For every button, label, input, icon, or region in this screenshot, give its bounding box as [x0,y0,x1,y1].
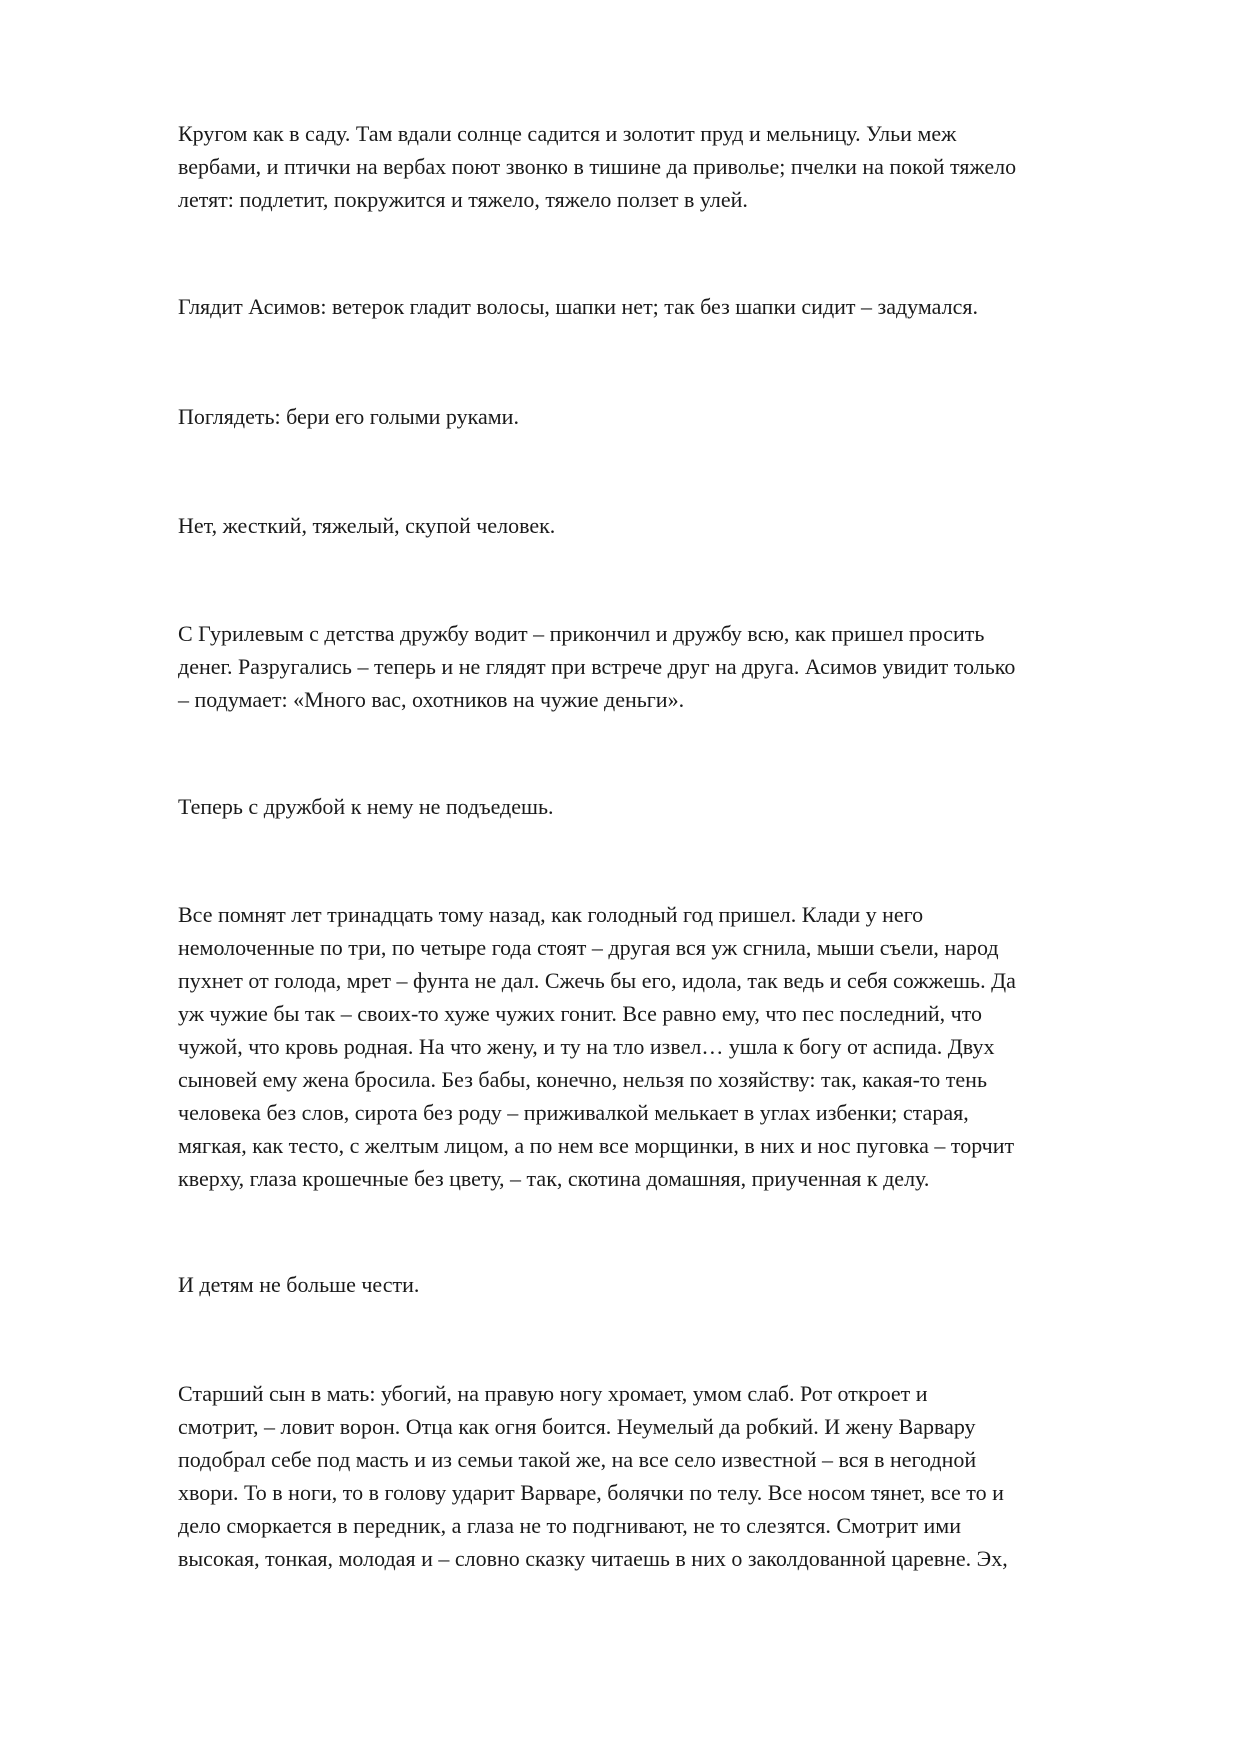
paragraph-3: Поглядеть: бери его голыми руками. [178,404,519,429]
paragraph-8: И детям не больше чести. [178,1272,420,1297]
paragraph-4: Нет, жесткий, тяжелый, скупой человек. [178,513,556,538]
paragraph-9: Старший сын в мать: убогий, на правую ногу хромает, умом слаб. Рот откроет и смотрит, – ловит ворон. Отца как огня боится. Неумелый да робкий. И жену Варвару подобрал себе под масть и из семьи такой же, на все село известной – вся в негодной хвори. То в ноги, то в голову ударит Варваре, болячки по телу. Все носом тянет, все то и дело сморкается в передник, а глаза не то подгнивают, не то слезятся. Смотрит ими высокая, тонкая, молодая и – словно сказку читаешь в них о заколдованной царевне. Эх, [178,1381,1008,1571]
paragraph-2: Глядит Асимов: ветерок гладит волосы, шапки нет; так без шапки сидит – задумался. [178,294,978,319]
paragraph-5: С Гурилевым с детства дружбу водит – прикончил и дружбу всю, как пришел просить денег. Разругались – теперь и не глядят при встрече друг на друга. Асимов увидит только – подумает: «Много вас, охотников на чужие деньги». [178,621,1016,712]
paragraph-1: Кругом как в саду. Там вдали солнце садится и золотит пруд и мельницу. Ульи меж вербами, и птички на вербах поют звонко в тишине да приволье; пчелки на покой тяжело летят: подлетит, покружится и тяжело, тяжело ползет в улей. [178,121,1017,212]
paragraph-7: Все помнят лет тринадцать тому назад, как голодный год пришел. Клади у него немолоченные по три, по четыре года стоят – другая вся уж сгнила, мыши съели, народ пухнет от голода, мрет – фунта не дал. Сжечь бы его, идола, так ведь и себя сожжешь. Да уж чужие бы так – своих-то хуже чужих гонит. Все равно ему, что пес последний, что чужой, что кровь родная. На что жену, и ту на тло извел… ушла к богу от аспида. Двух сыновей ему жена бросила. Без бабы, конечно, нельзя по хозяйству: так, какая-то тень человека без слов, сирота без роду – приживалкой мелькает в углах избенки; старая, мягкая, как тесто, с желтым лицом, а по нем все морщинки, в них и нос пуговка – торчит кверху, глаза крошечные без цвету, – так, скотина домашняя, приученная к делу. [178,902,1016,1191]
paragraph-6: Теперь с дружбой к нему не подъедешь. [178,794,554,819]
